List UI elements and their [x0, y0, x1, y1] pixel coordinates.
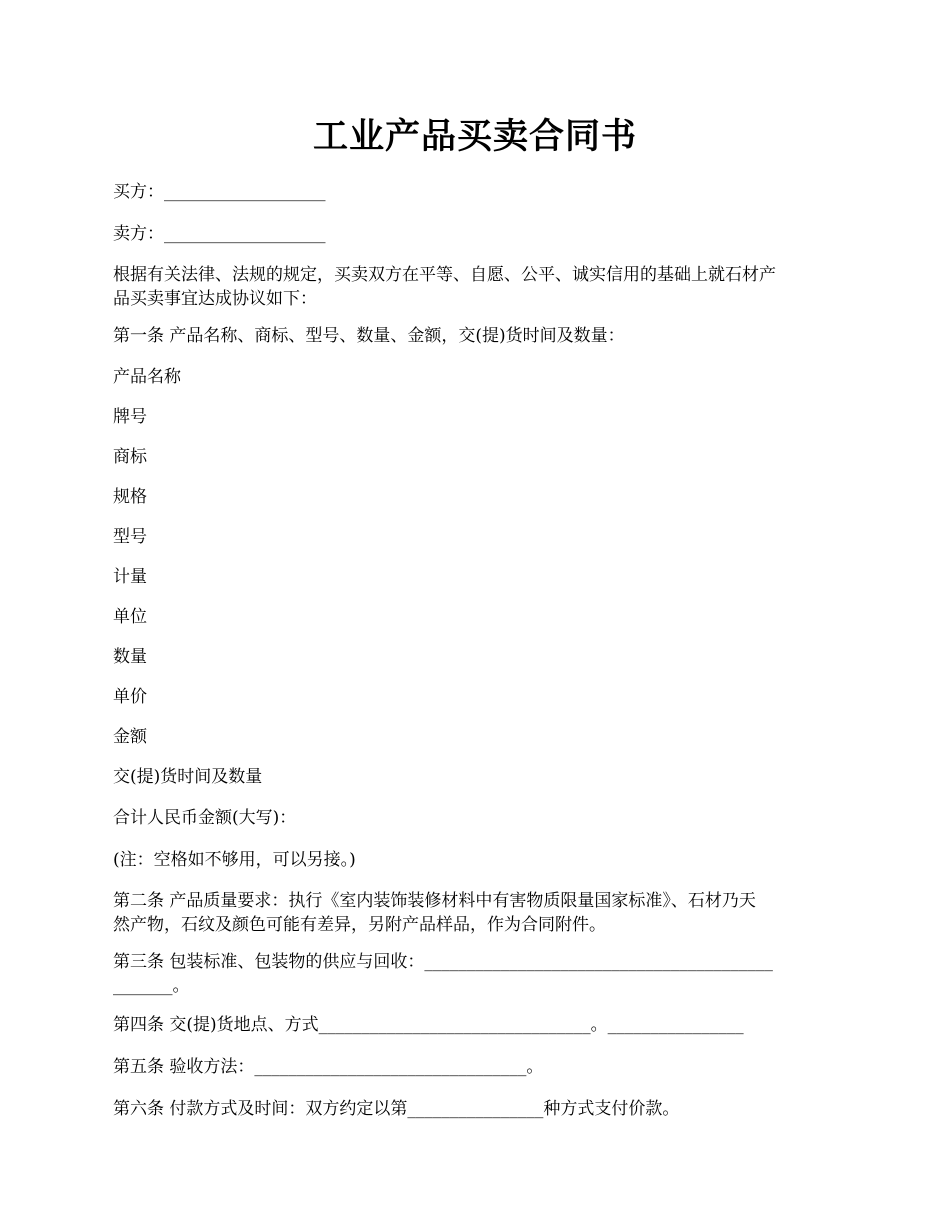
field-model: 型号 — [113, 527, 147, 547]
article-3 — [113, 950, 843, 998]
article-4: 第四条 交(提)货地点、方式________________________________。________________ — [113, 1015, 744, 1035]
article-2-line-1: 第二条 产品质量要求：执行《室内装饰装修材料中有害物质限量国家标准》、石材乃天 — [113, 891, 756, 911]
note-line: (注：空格如不够用，可以另接。) — [113, 850, 356, 870]
field-brand-number: 牌号 — [113, 407, 147, 427]
field-quantity: 数量 — [113, 647, 147, 667]
total-amount-line: 合计人民币金额(大写)： — [113, 808, 297, 828]
document-title: 工业产品买卖合同书 — [312, 116, 637, 157]
buyer-line: 买方：___________________ — [113, 182, 326, 202]
intro-paragraph — [113, 263, 843, 311]
field-trademark: 商标 — [113, 447, 147, 467]
field-unit: 单位 — [113, 607, 147, 627]
field-unit-price: 单价 — [113, 687, 147, 707]
field-amount: 金额 — [113, 727, 147, 747]
intro-line-1: 根据有关法律、法规的规定，买卖双方在平等、自愿、公平、诚实信用的基础上就石材产 — [113, 265, 776, 285]
seller-line: 卖方：___________________ — [113, 224, 326, 244]
field-product-name: 产品名称 — [113, 367, 181, 387]
article-6: 第六条 付款方式及时间：双方约定以第________________种方式支付价款。 — [113, 1099, 680, 1119]
article-5: 第五条 验收方法：________________________________。 — [113, 1057, 544, 1077]
article-2 — [113, 889, 843, 937]
intro-line-2: 品买卖事宜达成协议如下： — [113, 289, 317, 309]
article-2-line-2: 然产物，石纹及颜色可能有差异，另附产品样品，作为合同附件。 — [113, 915, 606, 935]
article-3-line-2: _______。 — [113, 976, 190, 996]
article-3-line-1: 第三条 包装标准、包装物的供应与回收：_________________________________________ — [113, 952, 773, 972]
field-delivery-time: 交(提)货时间及数量 — [113, 767, 263, 787]
article-1: 第一条 产品名称、商标、型号、数量、金额，交(提)货时间及数量： — [113, 326, 625, 346]
field-measure: 计量 — [113, 567, 147, 587]
field-specification: 规格 — [113, 487, 147, 507]
